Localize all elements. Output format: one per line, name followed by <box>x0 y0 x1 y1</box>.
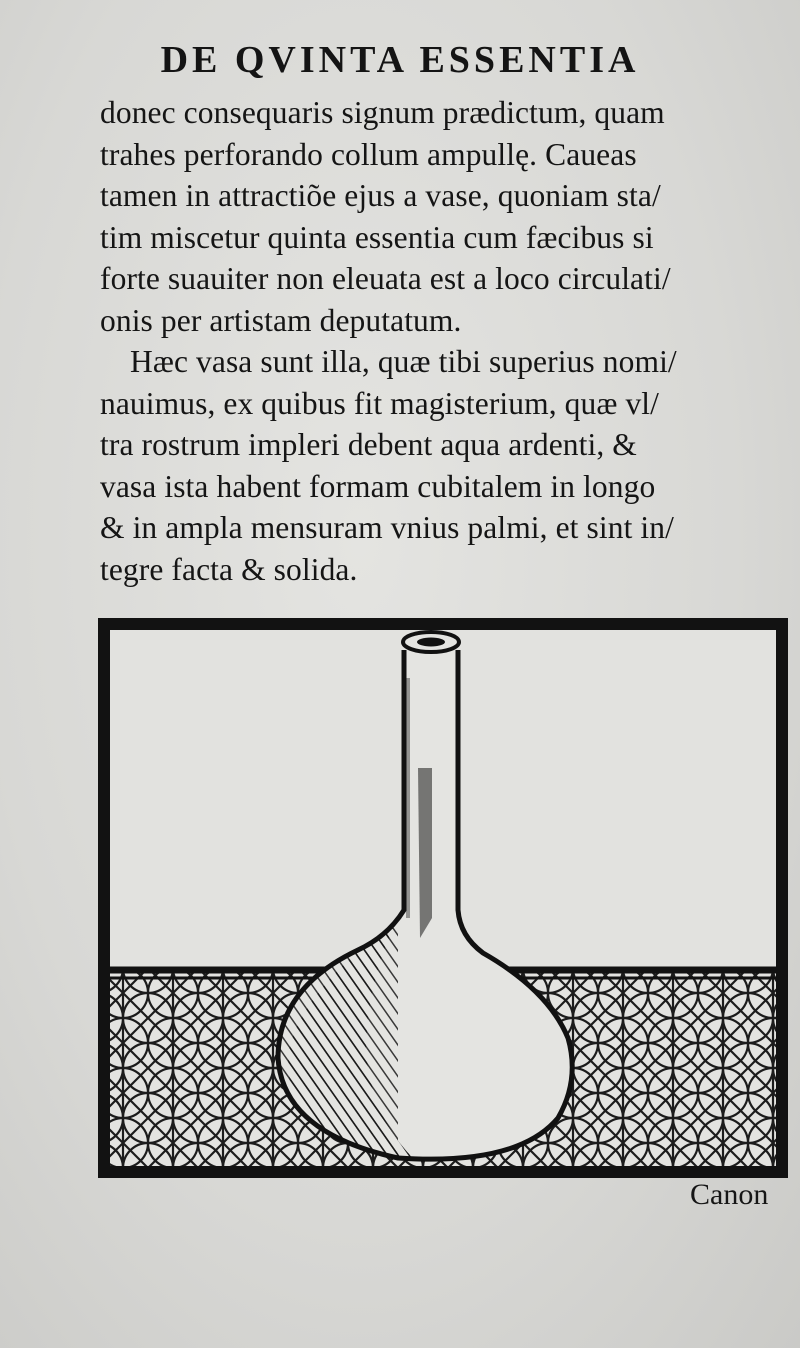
text-line: tim miscetur quinta essentia cum fæcibus si <box>100 219 654 255</box>
paragraph-2 <box>100 341 760 590</box>
text-line: onis per artistam deputatum. <box>100 302 462 338</box>
paragraph-1 <box>100 92 760 341</box>
text-line: tegre facta & solida. <box>100 551 358 587</box>
text-line: tamen in attractiõe ejus a vase, quoniam sta/ <box>100 178 661 213</box>
text-line: & in ampla mensuram vnius palmi, et sint in/ <box>100 510 674 545</box>
text-line: trahes perforando collum ampullę. Caueas <box>100 136 637 172</box>
text-line: Hæc vasa sunt illa, quæ tibi superius nomi/ <box>130 344 677 379</box>
catchword: Canon <box>690 1178 769 1211</box>
text-line: forte suauiter non eleuata est a loco circulati/ <box>100 261 671 296</box>
text-line: tra rostrum impleri debent aqua ardenti, & <box>100 427 637 462</box>
running-head: DE QVINTA ESSENTIA <box>160 39 640 81</box>
body-text <box>100 92 760 590</box>
text-line: donec consequaris signum prædictum, quam <box>100 95 665 130</box>
flask-woodcut-illustration <box>98 618 788 1178</box>
text-line: nauimus, ex quibus fit magisterium, quæ vl/ <box>100 385 660 421</box>
text-line: vasa ista habent formam cubitalem in longo <box>100 468 656 504</box>
